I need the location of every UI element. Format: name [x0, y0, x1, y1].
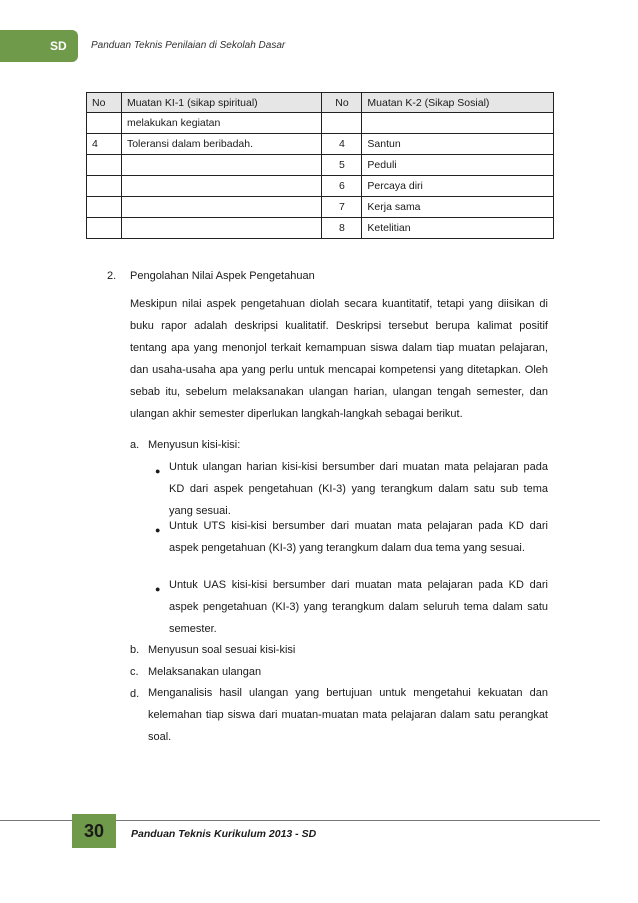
table-cell — [322, 113, 362, 134]
table-cell: melakukan kegiatan — [121, 113, 322, 134]
competency-table — [86, 92, 554, 239]
table-cell — [121, 155, 322, 176]
step-text: Menganalisis hasil ulangan yang bertujuan untuk mengetahui kekuatan dan kelemahan tiap siswa dari muatan-muatan mata pelajaran dalam satu perangkat soal. — [148, 687, 548, 743]
table-cell: Santun — [362, 134, 554, 155]
table-row — [87, 197, 554, 218]
page-number-badge — [72, 814, 116, 848]
step-text: Menyusun kisi-kisi: — [148, 439, 241, 451]
table-cell — [87, 155, 122, 176]
step-text: Melaksanakan ulangan — [148, 666, 262, 678]
step-marker: d. — [130, 688, 140, 700]
table-cell: Toleransi dalam beribadah. — [121, 134, 322, 155]
table-cell: Kerja sama — [362, 197, 554, 218]
header-badge-label: SD — [50, 39, 67, 53]
header-badge — [0, 30, 78, 62]
bullet-icon: ● — [155, 584, 161, 594]
table-cell: 5 — [322, 155, 362, 176]
bullet-item: Untuk ulangan harian kisi-kisi bersumber dari muatan mata pelajaran pada KD dari aspek pengetahuan (KI-3) yang terangkum dalam satu sub tema yang sesuai. — [169, 461, 548, 517]
table-cell: 4 — [322, 134, 362, 155]
step-marker: a. — [130, 439, 140, 451]
table-cell: Ketelitian — [362, 218, 554, 239]
table-header-cell: Muatan K-2 (Sikap Sosial) — [362, 93, 554, 113]
bullet-icon: ● — [155, 466, 161, 476]
table-cell — [121, 197, 322, 218]
section-title: Pengolahan Nilai Aspek Pengetahuan — [130, 270, 315, 282]
table-cell: Percaya diri — [362, 176, 554, 197]
table-cell — [87, 176, 122, 197]
page-number: 30 — [83, 820, 105, 841]
table-header-cell: No — [87, 93, 122, 113]
table-cell: 4 — [87, 134, 122, 155]
table-cell — [87, 218, 122, 239]
table-cell — [87, 113, 122, 134]
table-row — [87, 176, 554, 197]
table-cell: 7 — [322, 197, 362, 218]
table-cell: 8 — [322, 218, 362, 239]
header-title: Panduan Teknis Penilaian di Sekolah Dasar — [91, 40, 286, 51]
step-marker: b. — [130, 644, 140, 656]
table-cell: Peduli — [362, 155, 554, 176]
bullet-icon: ● — [155, 525, 161, 535]
step-text: Menyusun soal sesuai kisi-kisi — [148, 644, 296, 656]
bullet-item: Untuk UTS kisi-kisi bersumber dari muatan mata pelajaran pada KD dari aspek pengetahuan (KI-3) yang terangkum dalam dua tema yang sesuai. — [169, 520, 548, 554]
table-row — [87, 134, 554, 155]
step-marker: c. — [130, 666, 139, 678]
table-cell — [121, 218, 322, 239]
table-row — [87, 155, 554, 176]
table-header-cell: Muatan KI-1 (sikap spiritual) — [121, 93, 322, 113]
table-row — [87, 113, 554, 134]
table-cell — [87, 197, 122, 218]
footer-title: Panduan Teknis Kurikulum 2013 - SD — [131, 828, 317, 840]
table-header-cell: No — [322, 93, 362, 113]
table-header-row — [87, 93, 554, 113]
section-paragraph: Meskipun nilai aspek pengetahuan diolah secara kuantitatif, tetapi yang diisikan di buku rapor adalah deskripsi kualitatif. Deskripsi tersebut berupa kalimat positif tentang apa yang menonjol terkait kemampuan siswa dalam tiap muatan pelajaran, dan usaha-usaha apa yang perlu untuk mencapai kompetensi yang ditetapkan. Oleh sebab itu, sebelum melaksanakan ulangan harian, ulangan tengah semester, dan ulangan akhir semester diperlukan langkah-langkah sebagai berikut. — [130, 298, 548, 420]
bullet-item: Untuk UAS kisi-kisi bersumber dari muatan mata pelajaran pada KD dari aspek pengetahuan (KI-3) yang terangkum dalam seluruh tema dalam satu semester. — [169, 579, 548, 635]
table-cell: 6 — [322, 176, 362, 197]
section-number: 2. — [107, 270, 117, 282]
table-cell — [362, 113, 554, 134]
table-row — [87, 218, 554, 239]
table-cell — [121, 176, 322, 197]
